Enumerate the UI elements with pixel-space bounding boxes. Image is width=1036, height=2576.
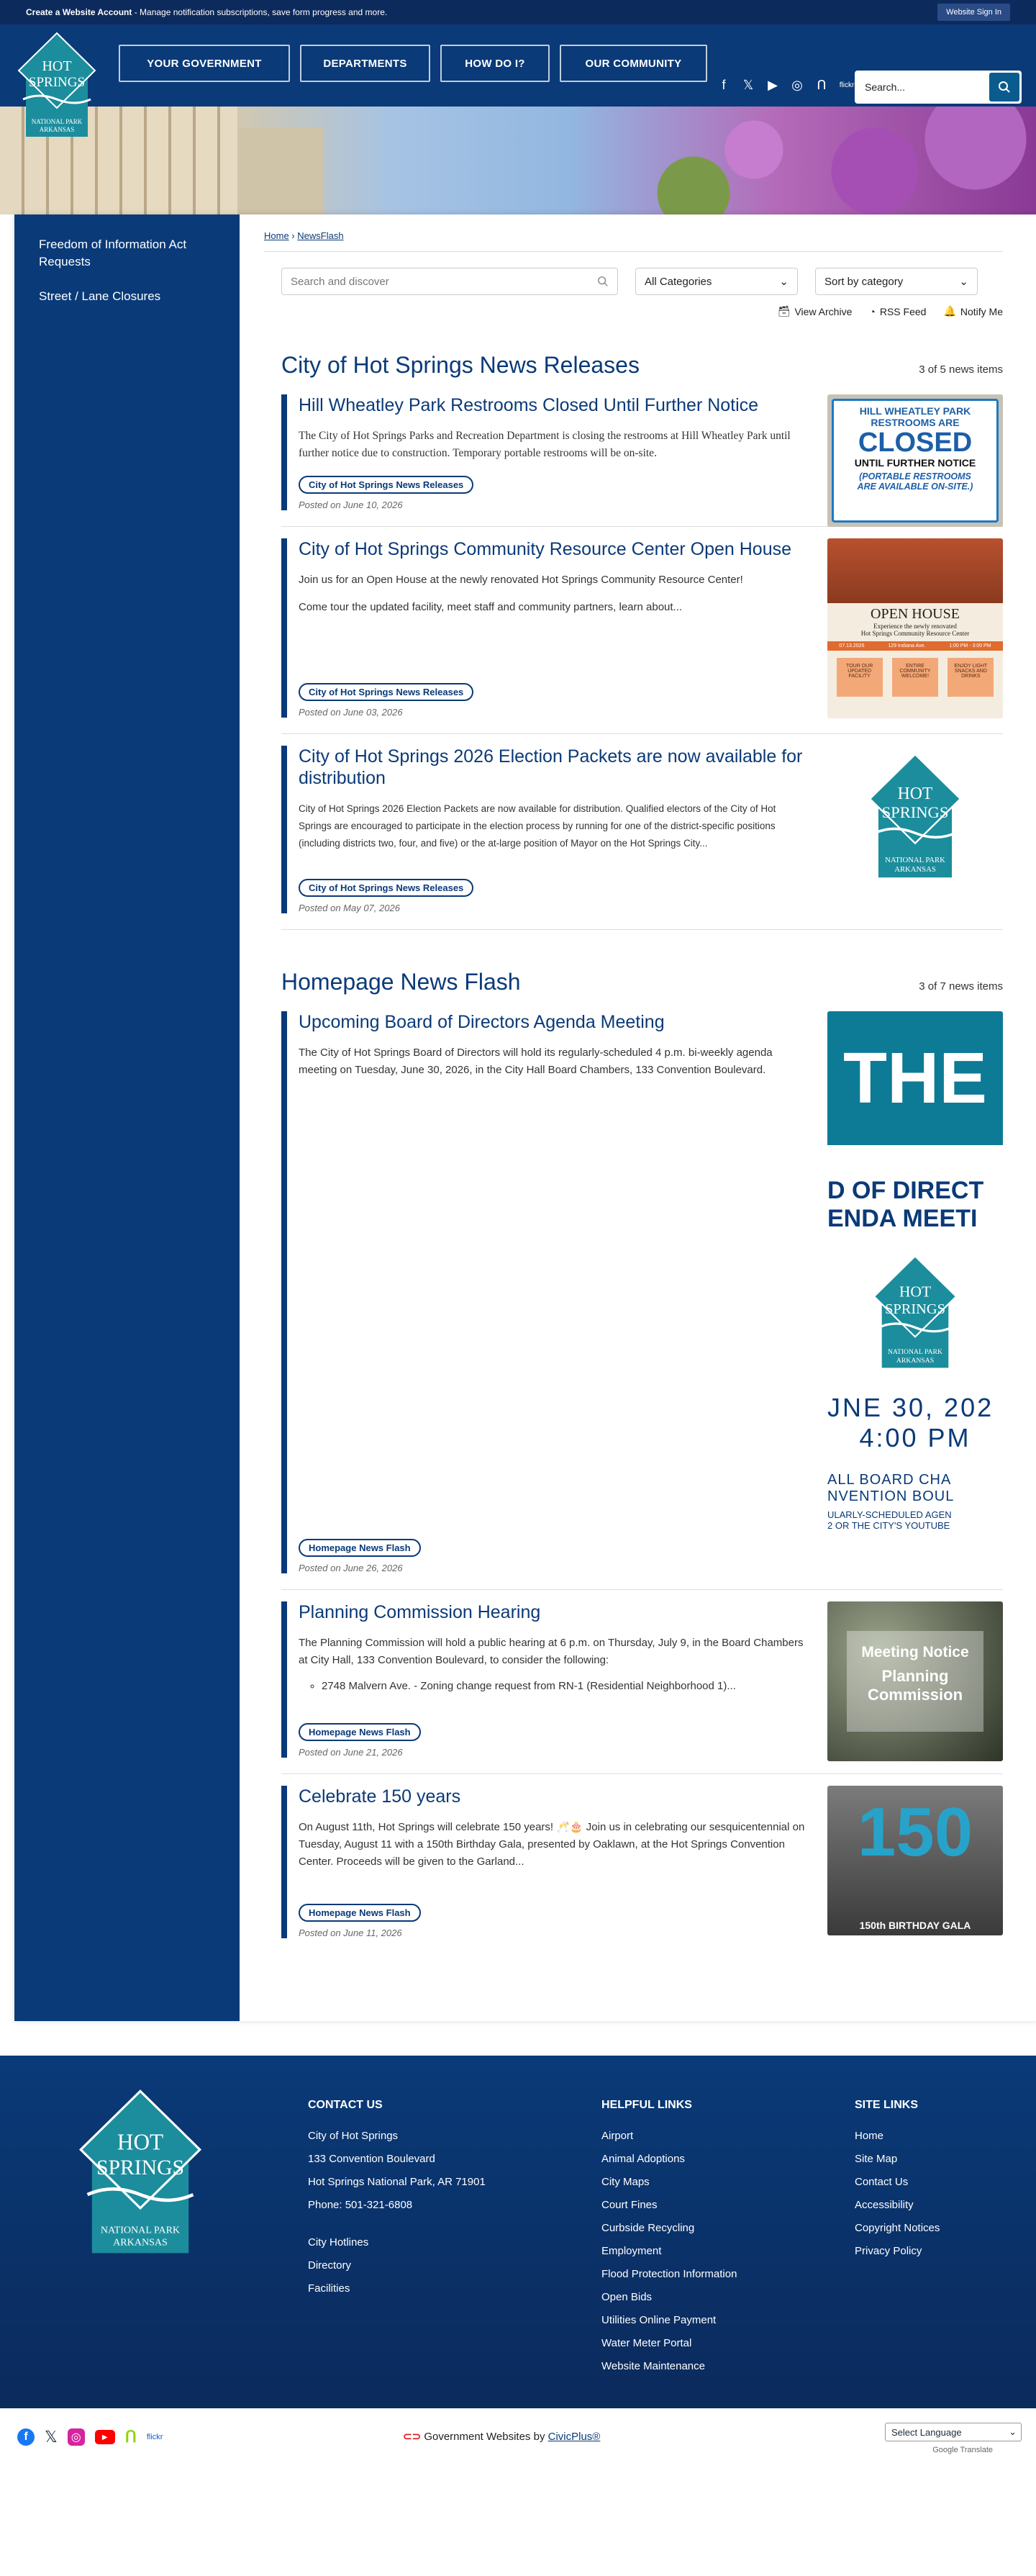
footer-link-utilities-payment[interactable]: Utilities Online Payment <box>601 2314 717 2326</box>
news-item-title[interactable]: Celebrate 150 years <box>299 1786 461 1807</box>
news-item <box>281 734 1003 930</box>
nextdoor-icon[interactable]: ᑎ <box>124 2428 137 2446</box>
logo-text-arkansas: ARKANSAS <box>113 2236 168 2249</box>
logo-text-arkansas: ARKANSAS <box>894 864 936 874</box>
civicplus-credit-text: Government Websites by <box>424 2431 548 2443</box>
instagram-icon[interactable]: ◎ <box>791 78 803 92</box>
facebook-icon[interactable]: f <box>17 2428 35 2446</box>
footer-link-facilities[interactable]: Facilities <box>308 2282 350 2295</box>
news-flash-header <box>281 969 1003 1000</box>
thumb-text: 150th BIRTHDAY GALA <box>859 1920 971 1931</box>
logo-text-hot: HOT <box>42 58 72 74</box>
footer-link-website-maintenance[interactable]: Website Maintenance <box>601 2360 705 2372</box>
news-item <box>281 527 1003 734</box>
news-content <box>240 214 1036 2021</box>
thumb-text: 4:00 PM <box>859 1423 971 1452</box>
breadcrumb-home[interactable]: Home <box>264 230 289 241</box>
x-twitter-icon[interactable]: 𝕏 <box>45 2428 58 2446</box>
news-item-description: The City of Hot Springs Board of Directors will hold its regularly-scheduled 4 p.m. bi-weekly agenda meeting on Tuesday, June 30, 2026, in the City Hall Board Chambers, 133 Convention Boulevard. <box>299 1047 773 1076</box>
create-account-desc: - Manage notification subscriptions, save form progress and more. <box>132 7 388 17</box>
view-archive-link[interactable] <box>778 305 853 317</box>
news-posted-date: Posted on June 10, 2026 <box>299 500 403 510</box>
footer-contact-heading: CONTACT US <box>308 2099 383 2111</box>
footer-link-privacy-policy[interactable]: Privacy Policy <box>855 2245 922 2257</box>
footer-social-links <box>17 2428 163 2446</box>
logo-text-arkansas: ARKANSAS <box>39 126 75 133</box>
search-icon <box>998 81 1011 94</box>
thumb-text: ALL BOARD CHA <box>827 1472 952 1488</box>
footer-site-links <box>855 2099 940 2263</box>
header-social-links <box>716 78 855 93</box>
news-releases-header <box>281 352 1003 383</box>
news-item-paragraph: Join us for an Open House at the newly renovated Hot Springs Community Resource Center! <box>299 574 743 586</box>
breadcrumb-newsflash[interactable]: NewsFlash <box>297 230 344 241</box>
news-posted-date: Posted on June 26, 2026 <box>299 1563 403 1573</box>
thumb-text: THE <box>827 1011 1003 1145</box>
logo-text-hot: HOT <box>899 1283 932 1301</box>
civicplus-credit <box>403 2430 600 2443</box>
logo-text-national-park: NATIONAL PARK <box>888 1348 942 1356</box>
news-item <box>281 1590 1003 1774</box>
footer-contact <box>308 2099 486 2300</box>
news-item-title[interactable]: City of Hot Springs Community Resource Center Open House <box>299 539 792 559</box>
news-item-title[interactable]: Planning Commission Hearing <box>299 1602 541 1622</box>
news-category-tag[interactable]: Homepage News Flash <box>299 1723 421 1741</box>
news-posted-date: Posted on June 03, 2026 <box>299 707 403 718</box>
notify-me-link[interactable] <box>943 305 1003 317</box>
logo-text-springs: SPRINGS <box>884 1301 946 1317</box>
news-item-description: The City of Hot Springs Parks and Recreation Department is closing the restrooms at Hill Wheatley Park until further notice due to construction. Temporary portable restrooms will be on-site. <box>299 430 791 459</box>
nav-how-do-i[interactable]: HOW DO I? <box>440 45 550 82</box>
footer-link-open-bids[interactable]: Open Bids <box>601 2291 653 2303</box>
thumb-text: Hot Springs Community Resource Center <box>860 630 970 637</box>
flickr-icon[interactable]: flickr <box>839 81 855 89</box>
footer-link-court-fines[interactable]: Court Fines <box>601 2199 658 2211</box>
news-category-tag[interactable]: City of Hot Springs News Releases <box>299 879 473 897</box>
news-item-bullet: ◦ 2748 Malvern Ave. - Zoning change request from RN-1 (Residential Neighborhood 1)... <box>322 1678 810 1695</box>
news-item-description <box>299 571 810 616</box>
chevron-down-icon: ⌄ <box>1009 2426 1017 2437</box>
main-nav <box>119 45 707 82</box>
sort-select-value: Sort by category <box>824 275 904 288</box>
footer-contact-address: Hot Springs National Park, AR 71901 <box>308 2176 486 2188</box>
view-archive-label: View Archive <box>794 305 853 317</box>
header-search <box>855 71 1022 104</box>
news-thumbnail-agenda[interactable] <box>827 1011 1003 1580</box>
logo-text-hot: HOT <box>117 2129 164 2155</box>
thumb-text: ENJOY LIGHT SNACKS AND DRINKS <box>948 658 994 697</box>
thumb-text: HILL WHEATLEY PARK <box>859 405 971 417</box>
thumb-text: 2 OR THE CITY'S YOUTUBE <box>827 1520 950 1531</box>
news-item-paragraph: The Planning Commission will hold a public hearing at 6 p.m. on Thursday, July 9, in the Board Chambers at City Hall, 133 Convention Boulevard, to consider the following: <box>299 1637 804 1666</box>
footer-logo[interactable] <box>65 2084 216 2268</box>
instagram-icon[interactable]: ◎ <box>68 2428 85 2446</box>
thumb-text: NVENTION BOUL <box>827 1488 955 1504</box>
footer-link-copyright[interactable]: Copyright Notices <box>855 2222 940 2234</box>
footer-contact-name: City of Hot Springs <box>308 2130 399 2142</box>
flickr-icon[interactable]: flickr <box>146 2433 163 2441</box>
news-posted-date: Posted on June 11, 2026 <box>299 1928 402 1938</box>
thumb-text: CLOSED <box>858 428 973 458</box>
news-search-input[interactable] <box>281 268 618 295</box>
news-flash-count: 3 of 7 news items <box>919 980 1003 993</box>
news-category-tag[interactable]: City of Hot Springs News Releases <box>299 476 473 494</box>
news-posted-date: Posted on May 07, 2026 <box>299 903 400 913</box>
nav-your-government[interactable]: YOUR GOVERNMENT <box>119 45 290 82</box>
thumb-text: ENDA MEETI <box>827 1205 978 1232</box>
news-item-description: City of Hot Springs 2026 Election Packets are now available for distribution. Qualified electors of the City of Hot Springs are encouraged to participate in the election process by running for one of the district-specific positions (including districts two, four, and five) or the at-large position of Mayor on the Hot Springs City... <box>299 803 776 849</box>
news-item <box>281 1000 1003 1590</box>
hot-springs-logo <box>65 2084 216 2264</box>
civicplus-link[interactable]: CivicPlus® <box>547 2431 601 2443</box>
news-search-placeholder: Search and discover <box>291 275 389 288</box>
x-twitter-icon[interactable]: 𝕏 <box>742 78 754 92</box>
sidebar <box>14 214 240 2021</box>
news-releases-count: 3 of 5 news items <box>919 363 1003 376</box>
footer-link-site-map[interactable]: Site Map <box>855 2153 898 2165</box>
hot-springs-logo <box>854 749 976 886</box>
footer-link-city-maps[interactable]: City Maps <box>601 2176 650 2188</box>
sidebar-item-street-closures[interactable]: Street / Lane Closures <box>39 289 161 303</box>
site-header <box>0 24 1036 133</box>
thumb-text: Commission <box>867 1686 963 1704</box>
bell-icon: 🔔 <box>943 305 956 317</box>
news-category-tag[interactable]: City of Hot Springs News Releases <box>299 683 473 701</box>
news-thumbnail-gala[interactable] <box>827 1786 1003 1935</box>
thumb-text: Planning <box>881 1667 949 1685</box>
news-item-description: On August 11th, Hot Springs will celebrate 150 years! 🥂🎂 Join us in celebrating our sesquicentennial on Tuesday, August 11 with a 150th Birthday Gala, presented by Oaklawn, at the Hot Springs Convention Center. Proceeds will be given to the Garland... <box>299 1821 805 1868</box>
thumb-text: ENTIRE COMMUNITY WELCOME! <box>892 658 938 697</box>
thumb-text: JNE 30, 202 <box>827 1393 994 1422</box>
news-tools <box>264 305 1003 317</box>
chevron-down-icon: ⌄ <box>959 276 968 288</box>
header-search-input[interactable]: Search... <box>865 81 906 93</box>
thumb-text: Experience the newly renovated <box>873 623 957 630</box>
main-content-frame <box>14 214 1036 2021</box>
bottom-bar <box>0 2408 1036 2466</box>
thumb-text: 1:00 PM - 3:00 PM <box>949 643 991 648</box>
language-select[interactable] <box>885 2423 1022 2441</box>
breadcrumb-separator: › <box>288 230 298 241</box>
news-item-paragraph: Come tour the updated facility, meet staff and community partners, learn about... <box>299 601 683 613</box>
news-thumbnail-logo[interactable] <box>827 746 1003 890</box>
header-search-button[interactable] <box>989 73 1019 101</box>
breadcrumb <box>264 230 1003 252</box>
thumb-text: ARE AVAILABLE ON-SITE.) <box>857 482 973 492</box>
news-item <box>281 383 1003 527</box>
hot-springs-logo[interactable] <box>10 29 104 144</box>
news-item-title[interactable]: City of Hot Springs 2026 Election Packets are now available for distribution <box>299 746 803 788</box>
footer-link-accessibility[interactable]: Accessibility <box>855 2199 914 2211</box>
logo-text-national-park: NATIONAL PARK <box>100 2224 181 2236</box>
website-sign-in-button[interactable]: Website Sign In <box>937 4 1010 21</box>
news-item-description <box>299 1635 810 1695</box>
civicplus-icon: ⊂⊃ <box>403 2431 422 2443</box>
news-item-title[interactable]: Hill Wheatley Park Restrooms Closed Until Further Notice <box>299 395 759 415</box>
news-flash-title[interactable]: Homepage News Flash <box>281 969 521 995</box>
chevron-down-icon: ⌄ <box>779 276 789 288</box>
news-item <box>281 1774 1003 1954</box>
notify-me-label: Notify Me <box>960 305 1003 317</box>
logo-text-national-park: NATIONAL PARK <box>885 855 945 864</box>
language-select-value: Select Language <box>891 2426 962 2438</box>
rss-feed-link[interactable] <box>869 305 926 317</box>
thumb-text: 129 Indiana Ave. <box>888 643 926 648</box>
create-account-notice[interactable] <box>26 7 387 17</box>
footer-link-directory[interactable]: Directory <box>308 2259 352 2272</box>
nextdoor-icon[interactable]: ᑎ <box>817 78 827 92</box>
footer-contact-phone[interactable]: Phone: 501-321-6808 <box>308 2199 413 2211</box>
thumb-text: ULARLY-SCHEDULED AGEN <box>827 1509 952 1520</box>
logo-text-arkansas: ARKANSAS <box>896 1356 935 1365</box>
news-releases-title[interactable]: City of Hot Springs News Releases <box>281 352 640 378</box>
footer-link-city-hotlines[interactable]: City Hotlines <box>308 2236 369 2249</box>
thumb-text: 07.13.2026 <box>839 643 865 648</box>
footer-helpful-heading: HELPFUL LINKS <box>601 2099 692 2111</box>
footer-link-airport[interactable]: Airport <box>601 2130 634 2142</box>
rss-feed-label: RSS Feed <box>879 305 927 317</box>
footer-site-heading: SITE LINKS <box>855 2099 919 2111</box>
footer-contact-address: 133 Convention Boulevard <box>308 2153 435 2165</box>
nav-our-community[interactable]: OUR COMMUNITY <box>560 45 707 82</box>
archive-icon: 🗃 <box>777 305 791 317</box>
logo-text-springs: SPRINGS <box>96 2156 185 2179</box>
thumb-text: TOUR OUR UPDATED FACILITY <box>837 658 883 697</box>
logo-text-hot: HOT <box>897 784 933 803</box>
top-utility-bar <box>0 0 1036 24</box>
nav-departments[interactable]: DEPARTMENTS <box>300 45 430 82</box>
logo-text-national-park: NATIONAL PARK <box>31 118 83 125</box>
thumb-text: UNTIL FURTHER NOTICE <box>854 457 976 469</box>
facebook-icon[interactable]: f <box>722 78 726 92</box>
site-footer <box>0 2056 1036 2408</box>
footer-link-contact-us[interactable]: Contact Us <box>855 2176 909 2188</box>
hot-springs-logo <box>865 1249 965 1378</box>
news-filters <box>281 268 1003 295</box>
sidebar-item-foia[interactable]: Freedom of Information Act Requests <box>39 238 187 268</box>
news-posted-date: Posted on June 21, 2026 <box>299 1747 403 1758</box>
category-select[interactable] <box>635 268 798 295</box>
logo-text-springs: SPRINGS <box>881 803 949 821</box>
news-thumbnail-open-house[interactable] <box>827 538 1003 718</box>
footer-link-flood-protection[interactable]: Flood Protection Information <box>601 2268 737 2280</box>
footer-link-employment[interactable]: Employment <box>601 2245 662 2257</box>
thumb-text: RESTROOMS ARE <box>871 417 960 428</box>
news-category-tag[interactable]: Homepage News Flash <box>299 1539 421 1557</box>
create-account-link[interactable]: Create a Website Account <box>26 7 132 17</box>
news-thumbnail-planning[interactable] <box>827 1601 1003 1761</box>
footer-helpful-links <box>601 2099 737 2378</box>
thumb-text: D OF DIRECT <box>827 1177 984 1204</box>
rss-icon: ◔ <box>869 305 876 317</box>
footer-link-animal-adoptions[interactable]: Animal Adoptions <box>601 2153 685 2165</box>
thumb-text: Meeting Notice <box>861 1644 969 1660</box>
footer-link-curbside-recycling[interactable]: Curbside Recycling <box>601 2222 695 2234</box>
thumb-text: 150 <box>857 1794 973 1871</box>
thumb-text: OPEN HOUSE <box>871 606 960 622</box>
footer-link-home[interactable]: Home <box>855 2130 884 2142</box>
footer-link-water-meter-portal[interactable]: Water Meter Portal <box>601 2337 692 2349</box>
logo-text-springs: SPRINGS <box>28 75 86 90</box>
youtube-icon[interactable]: ▶ <box>95 2430 115 2444</box>
news-category-tag[interactable]: Homepage News Flash <box>299 1904 421 1922</box>
thumb-text: (PORTABLE RESTROOMS <box>859 471 971 482</box>
category-select-value: All Categories <box>645 275 712 288</box>
search-icon <box>597 276 609 287</box>
sort-select[interactable] <box>815 268 978 295</box>
youtube-icon[interactable]: ▶ <box>768 78 778 92</box>
google-translate-credit: Google Translate <box>932 2446 993 2454</box>
news-item-title[interactable]: Upcoming Board of Directors Agenda Meeting <box>299 1012 665 1032</box>
news-thumbnail-restroom-closed[interactable] <box>827 394 1003 527</box>
